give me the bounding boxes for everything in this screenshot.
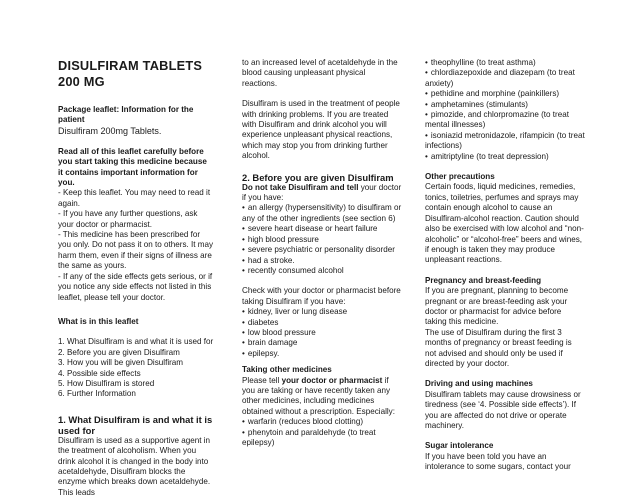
other-post: if you are taking or have recently taken any other medicines, including medicines obtained without a prescription. Especially:	[242, 375, 395, 416]
do-not-take-rest: your doctor if you have:	[242, 182, 402, 203]
toc-item: 4. Possible side effects	[58, 368, 141, 378]
interaction-item: • chlordiazepoxide and diazepam (to treat anxiety)	[425, 68, 585, 89]
driving-text: Disulfiram tablets may cause drowsiness or tiredness (see ‘4. Possible side effects’). If you are affected do not drive or operate machinery.	[425, 389, 581, 430]
other-bold: your doctor or pharmacist	[281, 375, 383, 385]
contraindication-item: • had a stroke.	[242, 256, 402, 266]
continued-text: to an increased level of acetaldehyde in the blood causing unpleasant physical reactions.	[242, 58, 398, 88]
interaction-item: • amphetamines (stimulants)	[425, 100, 585, 110]
pregnancy-heading: Pregnancy and breast-feeding	[425, 275, 542, 285]
interaction-item: • pethidine and morphine (painkillers)	[425, 89, 585, 99]
check-text: Check with your doctor or pharmacist before taking Disulfiram if you have:	[242, 286, 401, 306]
title-line-1: DISULFIRAM TABLETS	[58, 58, 203, 73]
title-line-2: 200 MG	[58, 73, 105, 89]
other-medicines-text	[242, 376, 402, 418]
keep-point: - If any of the side effects gets serious, or if you notice any side effects not listed in this leaflet, please tell your doctor.	[58, 271, 213, 302]
check-item: • kidney, liver or lung disease	[242, 307, 402, 317]
read-all-notice: Read all of this leaflet carefully before you start taking this medicine because it contains important information for you.	[58, 146, 207, 188]
toc-item: 3. How you will be given Disulfiram	[58, 358, 184, 368]
precautions-text: Certain foods, liquid medicines, remedies, tonics, toiletries, perfumes and sprays may contain enough alcohol to cause an Disulfiram-alcohol reaction. Caution should also be exercised with low alcohol and “non-alcoholic” or “alcohol-free” beers and wines, if enough is taken they may produce unpleasant reactions.	[425, 182, 584, 265]
column-left	[58, 58, 214, 498]
column-right	[425, 58, 585, 473]
toc-item: 1. What Disulfiram is and what it is used for	[58, 337, 214, 347]
toc-item: 6. Further Information	[58, 389, 136, 399]
check-item: • diabetes	[242, 318, 402, 328]
interaction-item: • warfarin (reduces blood clotting)	[242, 417, 402, 427]
sugar-heading: Sugar intolerance	[425, 441, 494, 451]
section1-text: Disulfiram is used as a supportive agent in the treatment of alcoholism. When you drink alcohol it is changed in the body into acetaldehyde, Disulfiram blocks the enzyme which breaks down acetaldehyde. This leads	[58, 435, 211, 497]
interaction-item: • phenytoin and paraldehyde (to treat epilepsy)	[242, 428, 402, 449]
other-pre: Please tell	[242, 375, 282, 385]
do-not-take-bold: Do not take Disulfiram and tell	[242, 182, 359, 192]
driving-heading: Driving and using machines	[425, 379, 533, 389]
contraindication-item: • an allergy (hypersensitivity) to disulfiram or any of the other ingredients (see section 6)	[242, 203, 402, 224]
toc-heading: What is in this leaflet	[58, 316, 139, 326]
section2-heading: 2. Before you are given Disulfiram	[242, 171, 394, 183]
keep-point: - Keep this leaflet. You may need to read it again.	[58, 188, 211, 208]
document-title	[58, 58, 214, 89]
leaflet-heading: Package leaflet: Information for the patient	[58, 105, 194, 125]
contraindication-item: • severe psychiatric or personality disorder	[242, 245, 402, 255]
contraindication-item: • high blood pressure	[242, 235, 402, 245]
toc-item: 2. Before you are given Disulfiram	[58, 347, 180, 357]
interaction-item: • pimozide, and chlorpromazine (to treat mental illnesses)	[425, 110, 585, 131]
other-medicines-heading: Taking other medicines	[242, 365, 332, 375]
pregnancy-text: The use of Disulfiram during the first 3 months of pregnancy or breast feeding is not advised and should only be used if directed by your doctor.	[425, 327, 572, 368]
check-item: • epilepsy.	[242, 349, 402, 359]
contraindication-item: • recently consumed alcohol	[242, 266, 402, 276]
interaction-item: • isoniazid metronidazole, rifampicin (to treat infections)	[425, 131, 585, 152]
sugar-text: If you have been told you have an intolerance to some sugars, contact your	[425, 451, 571, 472]
check-item: • brain damage	[242, 338, 402, 348]
precautions-heading: Other precautions	[425, 172, 495, 182]
product-name: Disulfiram 200mg Tablets.	[58, 125, 162, 136]
column-middle	[242, 58, 402, 448]
toc-item: 5. How Disulfiram is stored	[58, 378, 155, 388]
usage-text: Disulfiram is used in the treatment of people with drinking problems. If you are treated with Disulfiram and drink alcohol you will experience unpleasant physical reactions, which may stop you from drinking further alcohol.	[242, 99, 400, 161]
check-item: • low blood pressure	[242, 328, 402, 338]
pregnancy-text: If you are pregnant, planning to become pregnant or are breast-feeding ask your doctor or pharmacist for advice before taking this medicine.	[425, 286, 569, 327]
interaction-item: • theophylline (to treat asthma)	[425, 58, 585, 68]
interaction-item: • amitriptyline (to treat depression)	[425, 152, 585, 162]
contraindication-item: • severe heart disease or heart failure	[242, 224, 402, 234]
keep-point: - This medicine has been prescribed for you only. Do not pass it on to others. It may harm them, even if their signs of illness are the same as yours.	[58, 230, 214, 271]
keep-point: - If you have any further questions, ask your doctor or pharmacist.	[58, 209, 198, 229]
do-not-take-intro	[242, 183, 402, 204]
section1-heading: 1. What Disulfiram is and what it is used for	[58, 413, 213, 436]
